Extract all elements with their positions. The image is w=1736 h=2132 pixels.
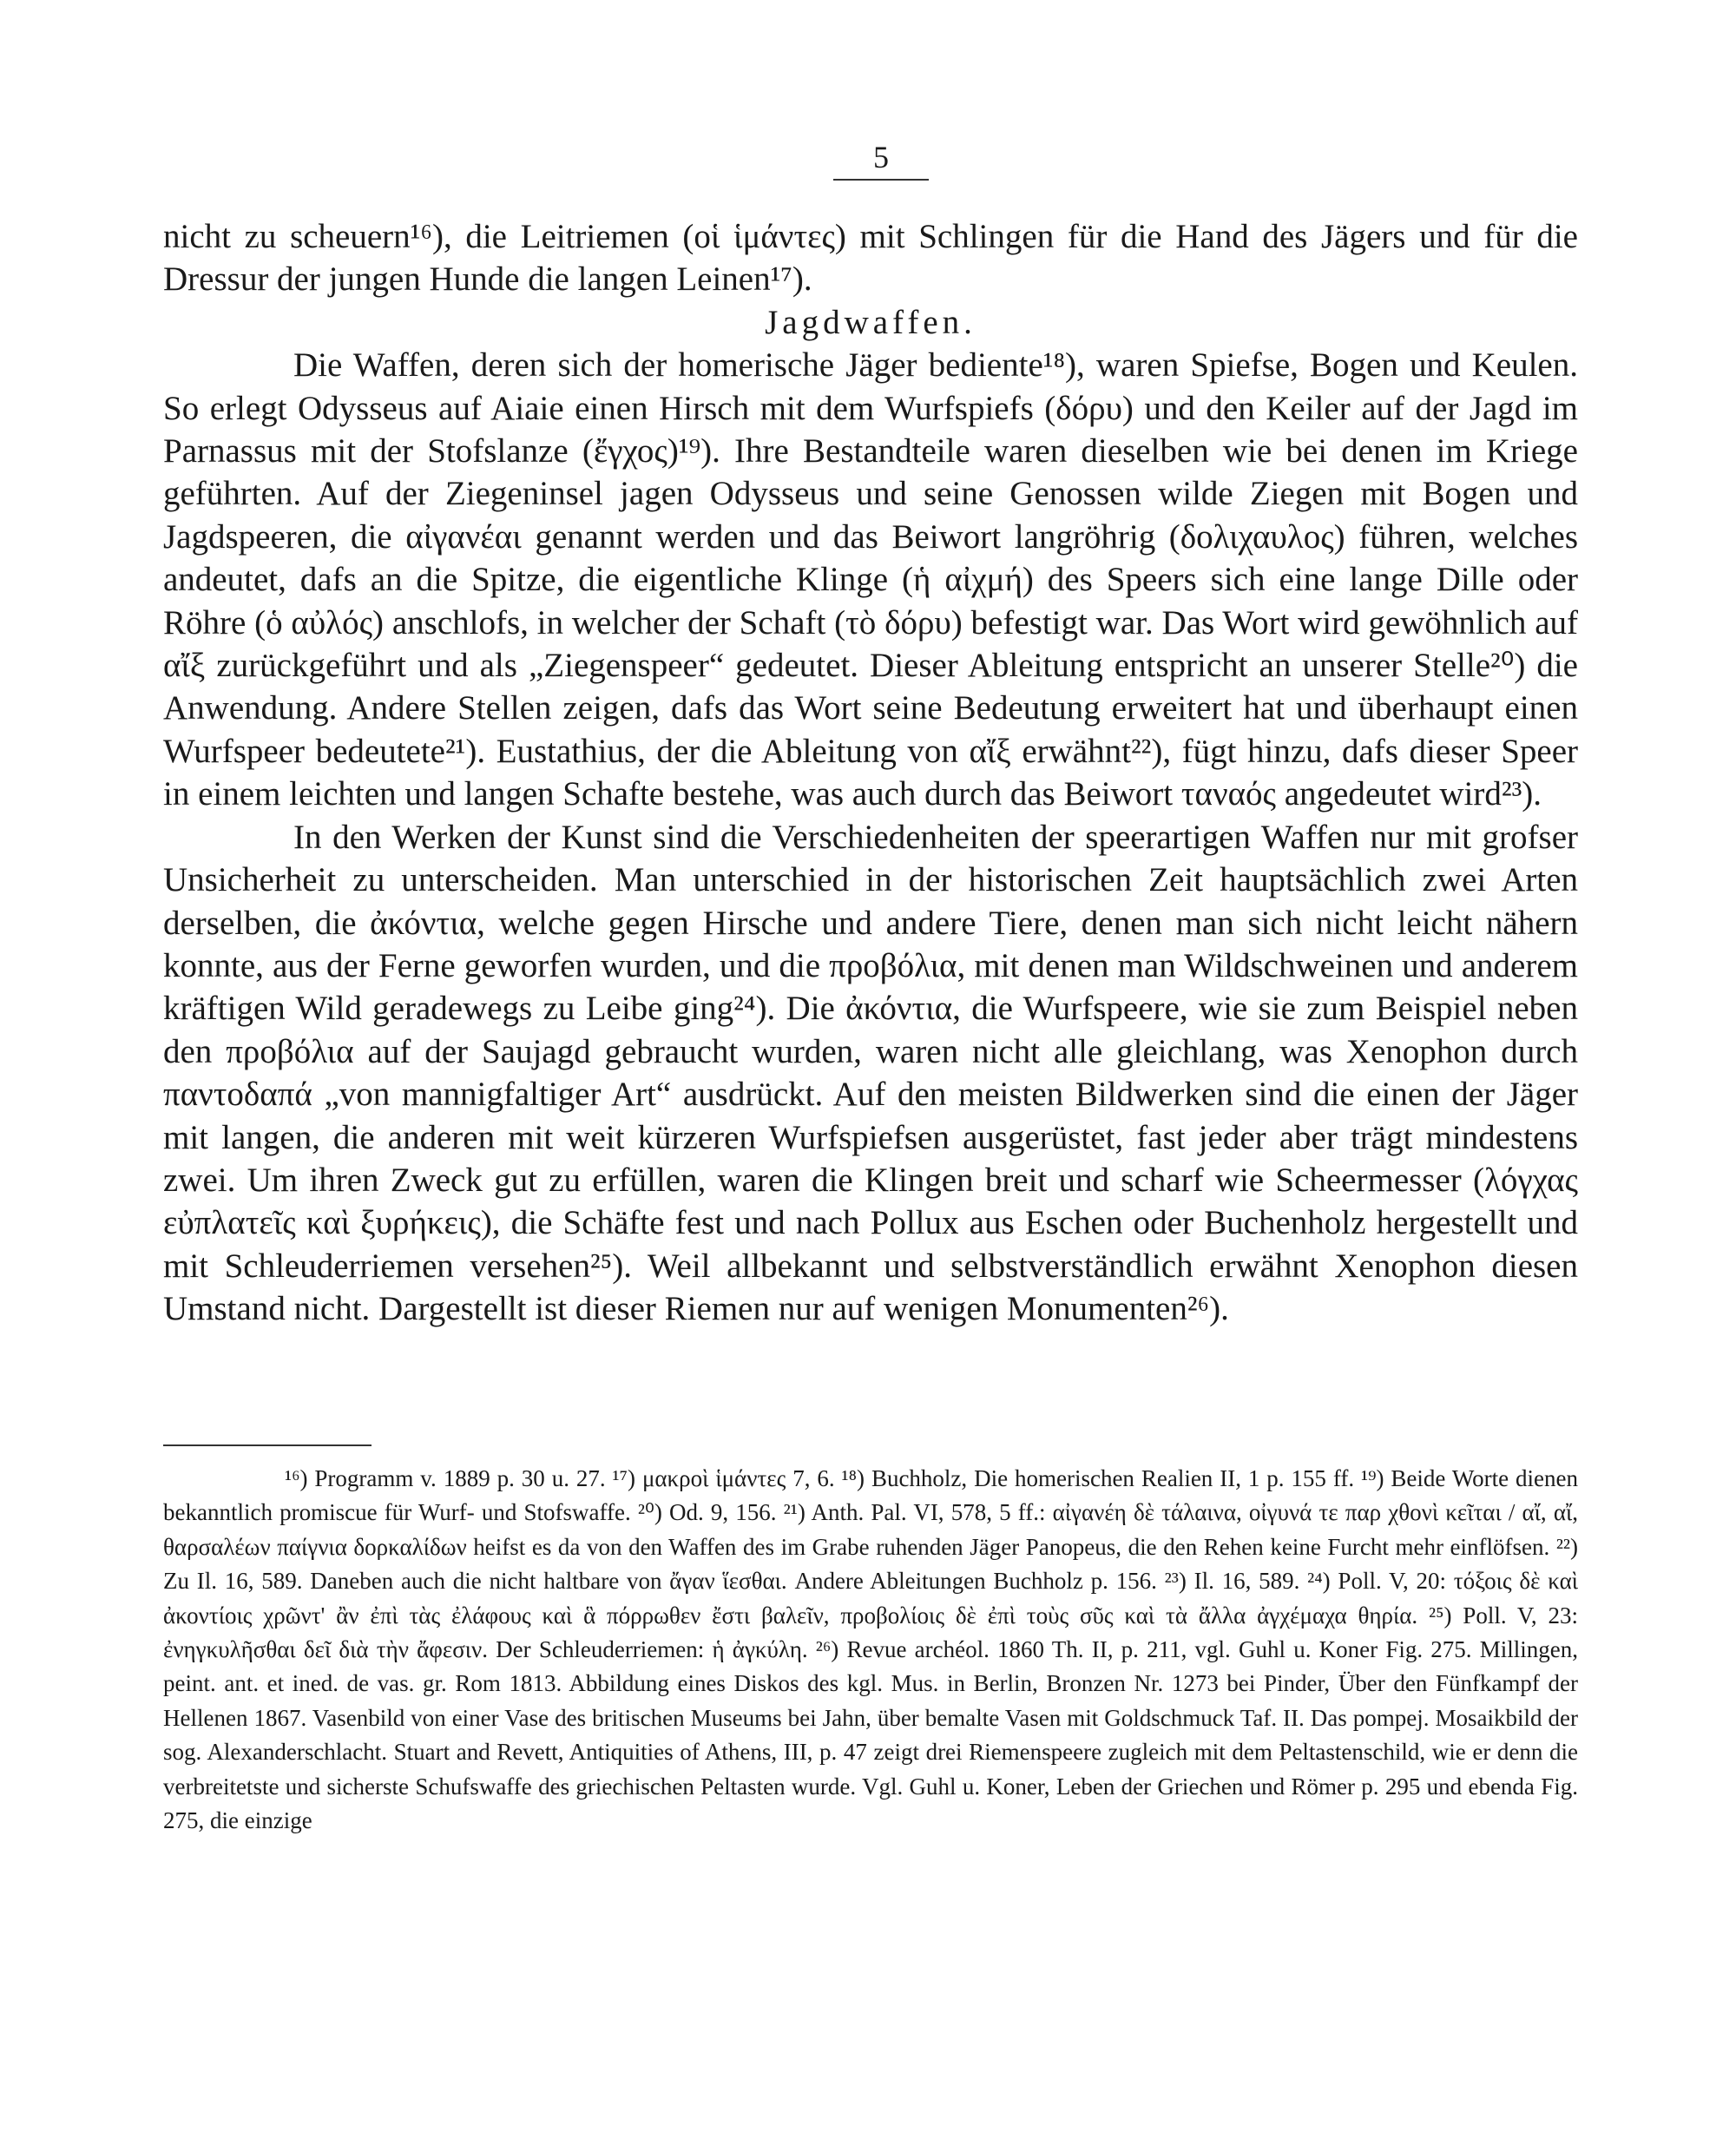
main-text xyxy=(163,215,1578,1331)
page-number-rule xyxy=(833,179,929,181)
paragraph-3: In den Werken der Kunst sind die Verschiedenheiten der speerartigen Waffen nur mit grofser Unsicherheit zu unterscheiden. Man unterschied in der historischen Zeit hauptsächlich zwei Arten derselben, die ἀκόντια, welche gegen Hirsche und andere Tiere, denen man sich nicht leicht nähern konnte, aus der Ferne geworfen wurden, und die προβόλια, mit denen man Wildschweinen und anderem kräftigen Wild geradewegs zu Leibe ging²⁴). Die ἀκόντια, die Wurfspeere, wie sie zum Beispiel neben den προβόλια auf der Saujagd gebraucht wurden, waren nicht alle gleichlang, was Xenophon durch παντοδαπά „von mannigfaltiger Art“ ausdrückt. Auf den meisten Bildwerken sind die einen der Jäger mit langen, die anderen mit weit kürzeren Wurfspiefsen ausgerüstet, fast jeder aber trägt mindestens zwei. Um ihren Zweck gut zu erfüllen, waren die Klingen breit und scharf wie Scheermesser (λόγχας εὐπλατεῖς καὶ ξυρήκεις), die Schäfte fest und nach Pollux aus Eschen oder Buchenholz hergestellt und mit Schleuderriemen versehen²⁵). Weil allbekannt und selbstverständlich erwähnt Xenophon diesen Umstand nicht. Dargestellt ist dieser Riemen nur auf wenigen Monumenten²⁶). xyxy=(163,818,1578,1328)
section-heading: Jagdwaffen. xyxy=(765,303,976,341)
footnote-rule xyxy=(163,1444,372,1446)
page-number: 5 xyxy=(873,140,889,174)
paragraph-1: nicht zu scheuern¹⁶), die Leitriemen (οἱ ἱμάντες) mit Schlingen für die Hand des Jägers und für die Dressur der jungen Hunde die langen Leinen¹⁷). xyxy=(163,218,1578,299)
paragraph-2: Die Waffen, deren sich der homerische Jäger bediente¹⁸), waren Spiefse, Bogen und Keulen. So erlegt Odysseus auf Aiaie einen Hirsch mit dem Wurfspiefs (δόρυ) und den Keiler auf der Jagd im Parnassus mit der Stofslanze (ἔγχος)¹⁹). Ihre Bestandteile waren dieselben wie bei denen im Kriege geführten. Auf der Ziegeninsel jagen Odysseus und seine Genossen wilde Ziegen mit Bogen und Jagdspeeren, die αἰγανέαι genannt werden und das Beiwort langröhrig (δολιχαυλος) führen, welches andeutet, dafs an die Spitze, die eigentliche Klinge (ἡ αἰχμή) des Speers sich eine lange Dille oder Röhre (ὁ αὐλός) anschlofs, in welcher der Schaft (τὸ δόρυ) befestigt war. Das Wort wird gewöhnlich auf αἴξ zurückgeführt und als „Ziegenspeer“ gedeutet. Dieser Ableitung entspricht an unserer Stelle²⁰) die Anwendung. Andere Stellen zeigen, dafs das Wort seine Bedeutung erweitert hat und überhaupt einen Wurfspeer bedeutete²¹). Eustathius, der die Ableitung von αἴξ erwähnt²²), fügt hinzu, dafs dieser Speer in einem leichten und langen Schafte bestehe, was auch durch das Beiwort ταναός angedeutet wird²³). xyxy=(163,346,1578,813)
footnotes-text: ¹⁶) Programm v. 1889 p. 30 u. 27. ¹⁷) μακροὶ ἱμάντες 7, 6. ¹⁸) Buchholz, Die homerischen Realien II, 1 p. 155 ff. ¹⁹) Beide Worte dienen bekanntlich promiscue für Wurf- und Stofswaffe. ²⁰) Od. 9, 156. ²¹) Anth. Pal. VI, 578, 5 ff.: αἰγανέη δὲ τάλαινα, οἰγυνά τε παρ χθονὶ κεῖται / αἴ, αἴ, θαρσαλέων παίγνια δορκαλίδων heifst es da von den Waffen des im Grabe ruhenden Jäger Panopeus, die den Rehen keine Furcht mehr einflöfsen. ²²) Zu Il. 16, 589. Daneben auch die nicht haltbare von ἄγαν ἵεσθαι. Andere Ableitungen Buchholz p. 156. ²³) Il. 16, 589. ²⁴) Poll. V, 20: τόξοις δὲ καὶ ἀκοντίοις χρῶντ' ἂν ἐπὶ τὰς ἐλάφους καὶ ἃ πόρρωθεν ἔστι βαλεῖν, προβολίοις δὲ ἐπὶ τοὺς σῦς καὶ τὰ ἄλλα ἀγχέμαχα θηρία. ²⁵) Poll. V, 23: ἐνηγκυλῆσθαι δεῖ διὰ τὴν ἄφεσιν. Der Schleuderriemen: ἡ ἀγκύλη. ²⁶) Revue archéol. 1860 Th. II, p. 211, vgl. Guhl u. Koner Fig. 275. Millingen, peint. ant. et ined. de vas. gr. Rom 1813. Abbildung eines Diskos des kgl. Mus. in Berlin, Bronzen Nr. 1273 bei Pinder, Über den Fünfkampf der Hellenen 1867. Vasenbild von einer Vase des britischen Museums bei Jahn, über bemalte Vasen mit Goldschmuck Taf. II. Das pompej. Mosaikbild der sog. Alexanderschlacht. Stuart and Revett, Antiquities of Athens, III, p. 47 zeigt drei Riemenspeere zugleich mit dem Peltastenschild, wie er denn die verbreitetste und sicherste Schufswaffe des griechischen Peltasten wurde. Vgl. Guhl u. Koner, Leben der Griechen und Römer p. 295 und ebenda Fig. 275, die einzige xyxy=(163,1465,1578,1834)
footnotes xyxy=(163,1462,1578,1838)
